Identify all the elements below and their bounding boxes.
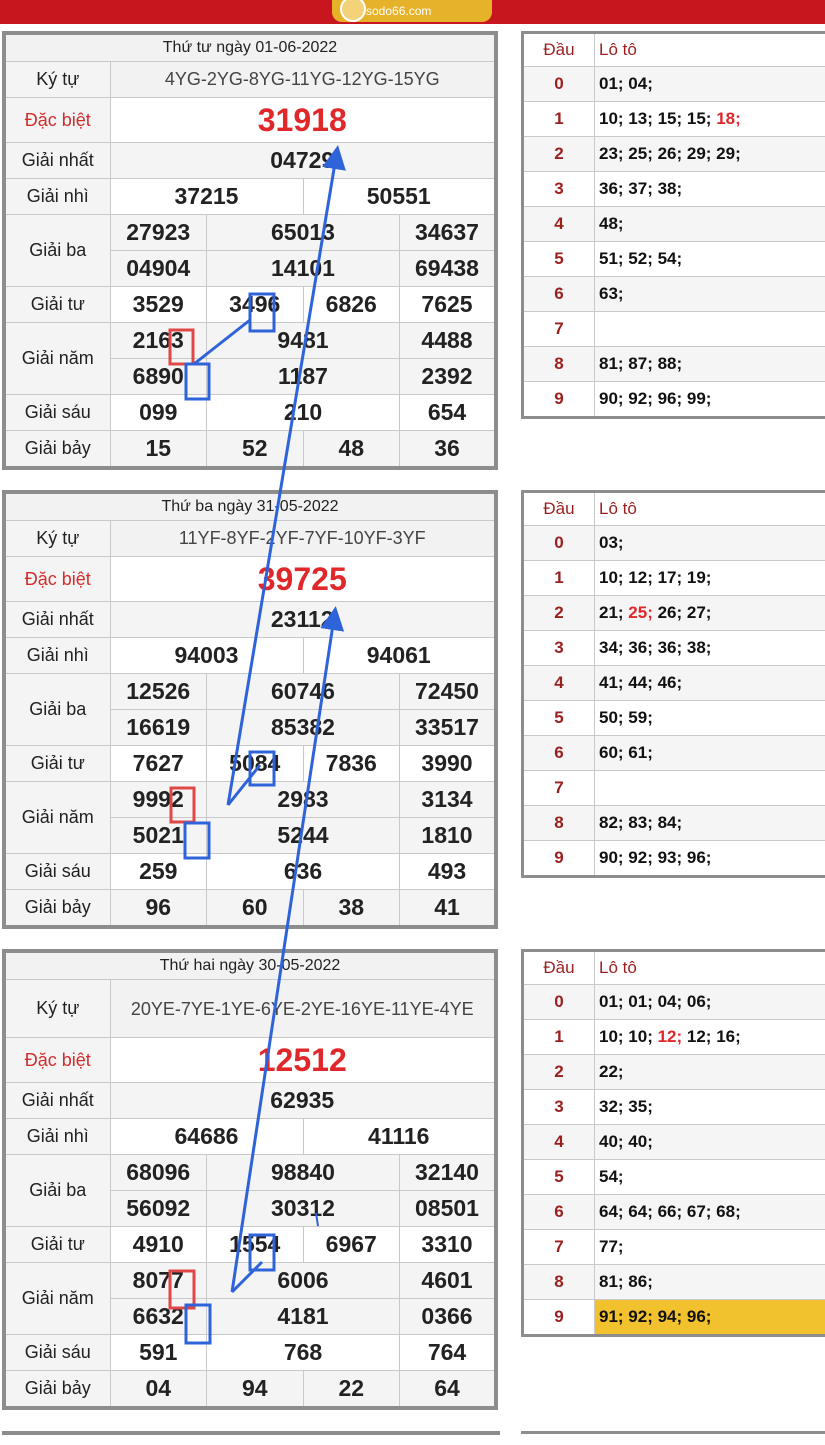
dac-biet-value: 31918 (110, 98, 496, 143)
label-giai-nhat: Giải nhất (4, 602, 110, 638)
loto-value: 01; 01; 04; 06; (595, 985, 825, 1020)
giai-nhat-value: 04729 (110, 143, 496, 179)
loto-value (595, 102, 825, 137)
giai-bay-value: 41 (400, 890, 497, 928)
dau-digit: 6 (523, 736, 595, 771)
loto-value: 82; 83; 84; (595, 806, 825, 841)
giai-nam-value: 5244 (207, 818, 400, 854)
giai-ba-value: 04904 (110, 251, 207, 287)
dau-digit: 3 (523, 1090, 595, 1125)
giai-ba-value: 12526 (110, 674, 207, 710)
giai-nhi-value: 37215 (110, 179, 303, 215)
giai-ba-value: 27923 (110, 215, 207, 251)
loto-header: Lô tô (595, 33, 825, 67)
dau-digit: 9 (523, 1300, 595, 1336)
result-table (2, 949, 498, 1410)
giai-ba-value: 30312 (207, 1191, 400, 1227)
giai-sau-value: 210 (207, 395, 400, 431)
dau-digit: 6 (523, 277, 595, 312)
giai-tu-value: 3310 (400, 1227, 497, 1263)
giai-ba-value: 33517 (400, 710, 497, 746)
dau-digit: 1 (523, 561, 595, 596)
loto-value: 81; 87; 88; (595, 347, 825, 382)
giai-ba-value: 65013 (207, 215, 400, 251)
loto-header: Lô tô (595, 492, 825, 526)
giai-nhat-value: 23112 (110, 602, 496, 638)
loto-value: 41; 44; 46; (595, 666, 825, 701)
giai-nam-value: 2163 (110, 323, 207, 359)
label-giai-sau: Giải sáu (4, 1335, 110, 1371)
loto-text: 26; 27; (653, 603, 712, 622)
giai-sau-value: 654 (400, 395, 497, 431)
giai-sau-value: 768 (207, 1335, 400, 1371)
giai-nhat-value: 62935 (110, 1083, 496, 1119)
giai-bay-value: 04 (110, 1371, 207, 1409)
dau-digit: 2 (523, 596, 595, 631)
loto-value (595, 312, 825, 347)
loto-value: 03; (595, 526, 825, 561)
loto-red-text: 25; (628, 603, 653, 622)
giai-bay-value: 22 (303, 1371, 400, 1409)
loto-value: 64; 64; 66; 67; 68; (595, 1195, 825, 1230)
loto-value: 54; (595, 1160, 825, 1195)
dau-digit: 9 (523, 382, 595, 418)
loto-value: 36; 37; 38; (595, 172, 825, 207)
giai-sau-value: 493 (400, 854, 497, 890)
dau-digit: 4 (523, 207, 595, 242)
dau-header: Đầu (523, 951, 595, 985)
dau-digit: 4 (523, 666, 595, 701)
dau-digit: 5 (523, 701, 595, 736)
label-giai-nhat: Giải nhất (4, 1083, 110, 1119)
giai-sau-value: 636 (207, 854, 400, 890)
giai-nam-value: 4601 (400, 1263, 497, 1299)
giai-ba-value: 34637 (400, 215, 497, 251)
loto-table (521, 490, 825, 878)
giai-sau-value: 099 (110, 395, 207, 431)
label-giai-tu: Giải tư (4, 287, 110, 323)
dau-digit: 8 (523, 1265, 595, 1300)
giai-nam-value: 2983 (207, 782, 400, 818)
label-giai-sau: Giải sáu (4, 395, 110, 431)
loto-red-text: 18; (716, 109, 741, 128)
giai-ba-value: 69438 (400, 251, 497, 287)
loto-table (521, 949, 825, 1337)
giai-bay-value: 52 (207, 431, 304, 469)
loto-text: 12; 16; (682, 1027, 741, 1046)
giai-tu-value: 1554 (207, 1227, 304, 1263)
giai-nam-value: 9992 (110, 782, 207, 818)
label-giai-bay: Giải bảy (4, 431, 110, 469)
giai-tu-value: 7625 (400, 287, 497, 323)
giai-ba-value: 14101 (207, 251, 400, 287)
label-giai-ba: Giải ba (4, 215, 110, 287)
giai-nam-value: 6632 (110, 1299, 207, 1335)
label-giai-ba: Giải ba (4, 1155, 110, 1227)
dau-header: Đầu (523, 33, 595, 67)
label-giai-nam: Giải năm (4, 782, 110, 854)
next-table-edge (2, 1431, 500, 1445)
giai-sau-value: 259 (110, 854, 207, 890)
ky-tu-value: 4YG-2YG-8YG-11YG-12YG-15YG (110, 62, 496, 98)
giai-nam-value: 4488 (400, 323, 497, 359)
giai-bay-value: 60 (207, 890, 304, 928)
loto-value: 91; 92; 94; 96; (595, 1300, 825, 1336)
giai-bay-value: 15 (110, 431, 207, 469)
label-giai-sau: Giải sáu (4, 854, 110, 890)
dau-digit: 8 (523, 347, 595, 382)
dau-digit: 8 (523, 806, 595, 841)
loto-value: 63; (595, 277, 825, 312)
giai-nam-value: 4181 (207, 1299, 400, 1335)
giai-nam-value: 3134 (400, 782, 497, 818)
giai-nam-value: 1810 (400, 818, 497, 854)
giai-tu-value: 3529 (110, 287, 207, 323)
next-loto-edge (521, 1431, 825, 1444)
giai-nhi-value: 94061 (303, 638, 496, 674)
loto-text: 10; 13; 15; 15; (599, 109, 716, 128)
loto-value: 90; 92; 93; 96; (595, 841, 825, 877)
giai-bay-value: 38 (303, 890, 400, 928)
giai-nam-value: 5021 (110, 818, 207, 854)
dau-digit: 0 (523, 526, 595, 561)
dau-digit: 5 (523, 242, 595, 277)
result-table (2, 31, 498, 470)
logo-text: sodo66.com (366, 4, 431, 18)
dac-biet-value: 12512 (110, 1038, 496, 1083)
loto-value: 32; 35; (595, 1090, 825, 1125)
loto-value: 60; 61; (595, 736, 825, 771)
label-giai-nam: Giải năm (4, 1263, 110, 1335)
giai-sau-value: 764 (400, 1335, 497, 1371)
giai-ba-value: 72450 (400, 674, 497, 710)
loto-value (595, 1020, 825, 1055)
giai-nam-value: 9481 (207, 323, 400, 359)
ky-tu-value: 11YF-8YF-2YF-7YF-10YF-3YF (110, 521, 496, 557)
loto-value: 51; 52; 54; (595, 242, 825, 277)
label-dac-biet: Đặc biệt (4, 1038, 110, 1083)
giai-ba-value: 56092 (110, 1191, 207, 1227)
dau-digit: 4 (523, 1125, 595, 1160)
loto-value (595, 596, 825, 631)
giai-nam-value: 1187 (207, 359, 400, 395)
dau-digit: 7 (523, 312, 595, 347)
giai-sau-value: 591 (110, 1335, 207, 1371)
giai-tu-value: 6967 (303, 1227, 400, 1263)
loto-value: 48; (595, 207, 825, 242)
logo-ball-icon (340, 0, 366, 22)
ky-tu-value: 20YE-7YE-1YE-6YE-2YE-16YE-11YE-4YE (110, 980, 496, 1038)
label-ky-tu: Ký tự (4, 521, 110, 557)
loto-value: 22; (595, 1055, 825, 1090)
label-giai-nhi: Giải nhì (4, 1119, 110, 1155)
giai-nhi-value: 41116 (303, 1119, 496, 1155)
giai-bay-value: 64 (400, 1371, 497, 1409)
dau-digit: 3 (523, 172, 595, 207)
giai-tu-value: 3496 (207, 287, 304, 323)
label-giai-bay: Giải bảy (4, 890, 110, 928)
dau-digit: 0 (523, 985, 595, 1020)
dau-digit: 3 (523, 631, 595, 666)
label-giai-nam: Giải năm (4, 323, 110, 395)
giai-tu-value: 7627 (110, 746, 207, 782)
dau-digit: 5 (523, 1160, 595, 1195)
label-giai-tu: Giải tư (4, 1227, 110, 1263)
giai-nhi-value: 94003 (110, 638, 303, 674)
dau-header: Đầu (523, 492, 595, 526)
dau-digit: 9 (523, 841, 595, 877)
dau-digit: 6 (523, 1195, 595, 1230)
giai-ba-value: 60746 (207, 674, 400, 710)
date-label: Thứ hai ngày 30-05-2022 (4, 951, 496, 980)
label-giai-tu: Giải tư (4, 746, 110, 782)
giai-bay-value: 36 (400, 431, 497, 469)
giai-tu-value: 6826 (303, 287, 400, 323)
result-table (2, 490, 498, 929)
giai-nam-value: 0366 (400, 1299, 497, 1335)
giai-ba-value: 32140 (400, 1155, 497, 1191)
label-dac-biet: Đặc biệt (4, 557, 110, 602)
dau-digit: 7 (523, 771, 595, 806)
giai-nam-value: 6890 (110, 359, 207, 395)
label-ky-tu: Ký tự (4, 62, 110, 98)
label-dac-biet: Đặc biệt (4, 98, 110, 143)
giai-ba-value: 98840 (207, 1155, 400, 1191)
giai-bay-value: 94 (207, 1371, 304, 1409)
label-giai-ba: Giải ba (4, 674, 110, 746)
loto-value: 40; 40; (595, 1125, 825, 1160)
giai-ba-value: 68096 (110, 1155, 207, 1191)
loto-text: 21; (599, 603, 628, 622)
giai-ba-value: 08501 (400, 1191, 497, 1227)
giai-nam-value: 8077 (110, 1263, 207, 1299)
label-giai-nhi: Giải nhì (4, 638, 110, 674)
giai-bay-value: 96 (110, 890, 207, 928)
giai-tu-value: 4910 (110, 1227, 207, 1263)
dau-digit: 2 (523, 1055, 595, 1090)
loto-value: 10; 12; 17; 19; (595, 561, 825, 596)
dau-digit: 1 (523, 1020, 595, 1055)
giai-tu-value: 7836 (303, 746, 400, 782)
giai-ba-value: 85382 (207, 710, 400, 746)
loto-value: 77; (595, 1230, 825, 1265)
loto-table (521, 31, 825, 419)
dau-digit: 1 (523, 102, 595, 137)
dau-digit: 0 (523, 67, 595, 102)
loto-value: 90; 92; 96; 99; (595, 382, 825, 418)
date-label: Thứ ba ngày 31-05-2022 (4, 492, 496, 521)
loto-value (595, 771, 825, 806)
dau-digit: 7 (523, 1230, 595, 1265)
date-label: Thứ tư ngày 01-06-2022 (4, 33, 496, 62)
loto-value: 01; 04; (595, 67, 825, 102)
label-giai-nhat: Giải nhất (4, 143, 110, 179)
label-ky-tu: Ký tự (4, 980, 110, 1038)
loto-red-text: 12; (658, 1027, 683, 1046)
giai-nam-value: 2392 (400, 359, 497, 395)
loto-value: 23; 25; 26; 29; 29; (595, 137, 825, 172)
giai-bay-value: 48 (303, 431, 400, 469)
giai-nhi-value: 50551 (303, 179, 496, 215)
loto-value: 81; 86; (595, 1265, 825, 1300)
loto-value: 50; 59; (595, 701, 825, 736)
dau-digit: 2 (523, 137, 595, 172)
label-giai-nhi: Giải nhì (4, 179, 110, 215)
loto-value: 34; 36; 36; 38; (595, 631, 825, 666)
giai-tu-value: 3990 (400, 746, 497, 782)
giai-tu-value: 5084 (207, 746, 304, 782)
loto-header: Lô tô (595, 951, 825, 985)
site-logo[interactable] (332, 0, 492, 22)
giai-nhi-value: 64686 (110, 1119, 303, 1155)
dac-biet-value: 39725 (110, 557, 496, 602)
giai-ba-value: 16619 (110, 710, 207, 746)
label-giai-bay: Giải bảy (4, 1371, 110, 1409)
loto-text: 10; 10; (599, 1027, 658, 1046)
giai-nam-value: 6006 (207, 1263, 400, 1299)
